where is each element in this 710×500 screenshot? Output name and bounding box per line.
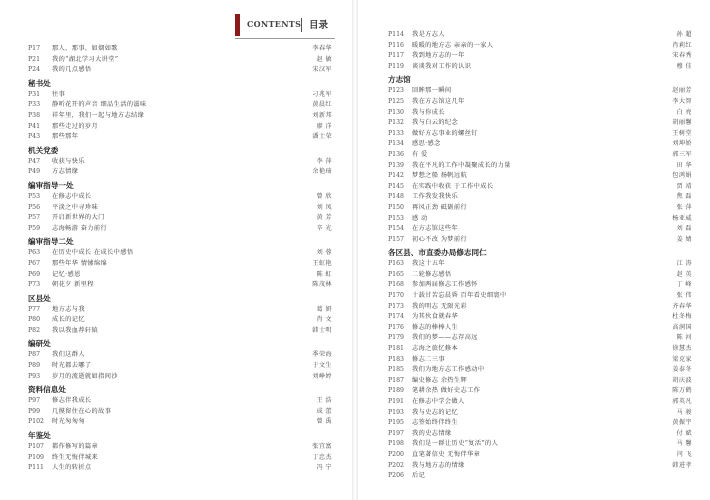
toc-entry[interactable] xyxy=(28,270,332,281)
entry-title: 暖暖的地方志 亲亲的一家人 xyxy=(412,41,494,49)
entry-title: 谈谈我对工作的认识 xyxy=(412,62,472,70)
entry-page-number: P130 xyxy=(388,108,404,116)
toc-entry[interactable] xyxy=(388,270,692,281)
toc-entry[interactable] xyxy=(388,62,692,73)
entry-page-number: P163 xyxy=(388,260,404,268)
entry-title: 修志伴我成长 xyxy=(52,397,92,405)
toc-entry[interactable] xyxy=(28,315,332,326)
toc-entry[interactable] xyxy=(28,157,332,168)
entry-author: 杨亚威 xyxy=(672,214,692,222)
entry-title: 那些那年 xyxy=(52,133,79,141)
toc-entry[interactable] xyxy=(388,118,692,129)
toc-entry[interactable] xyxy=(28,132,332,143)
entry-author: 黄 芳 xyxy=(316,214,332,222)
toc-entry[interactable] xyxy=(388,224,692,235)
entry-author: 包鸿娟 xyxy=(672,172,692,180)
entry-author: 丁忠杰 xyxy=(312,453,332,461)
entry-title: 时光匆匆匆 xyxy=(52,418,85,426)
entry-page-number: P119 xyxy=(388,62,404,70)
toc-entry[interactable] xyxy=(388,312,692,323)
entry-page-number: P111 xyxy=(28,464,44,472)
entry-author: 田 华 xyxy=(676,161,692,169)
toc-entry[interactable] xyxy=(28,442,332,453)
entry-page-number: P142 xyxy=(388,172,404,180)
entry-title: 做好方志事业的螺丝钉 xyxy=(412,129,478,137)
toc-entry[interactable] xyxy=(28,259,332,270)
entry-page-number: P31 xyxy=(28,90,41,98)
entry-title: 在修志中学会做人 xyxy=(412,398,465,405)
entry-title: 开启新世界的大门 xyxy=(52,214,105,222)
toc-entry[interactable] xyxy=(388,171,692,182)
toc-entry[interactable] xyxy=(28,396,332,407)
section-heading: 秘书处 xyxy=(28,78,51,88)
entry-title: 我的明志 无限光彩 xyxy=(412,302,468,310)
toc-entry[interactable] xyxy=(388,203,692,214)
entry-page-number: P189 xyxy=(388,387,404,395)
entry-page-number: P134 xyxy=(388,140,404,148)
toc-entry[interactable] xyxy=(28,305,332,316)
entry-author: 余艳琦 xyxy=(312,168,332,176)
entry-page-number: P82 xyxy=(28,326,41,334)
section-heading: 区县处 xyxy=(28,293,51,303)
entry-title: 我与你成长 xyxy=(412,108,445,116)
entry-page-number: P183 xyxy=(388,355,404,363)
left-page xyxy=(0,0,352,500)
toc-entry[interactable] xyxy=(388,259,692,270)
entry-page-number: P145 xyxy=(388,182,404,190)
toc-entry[interactable] xyxy=(388,344,692,355)
entry-title: 我到地方志的一年 xyxy=(412,52,465,60)
entry-title: 修志的棒棒人生 xyxy=(412,323,459,331)
entry-title: 我们为地方志工作感动中 xyxy=(412,366,485,374)
entry-title: 我是方志人 xyxy=(412,31,445,38)
entry-title: 我这十五年 xyxy=(412,260,445,268)
entry-page-number: P195 xyxy=(388,419,404,427)
entry-author: 高润国 xyxy=(672,323,692,331)
toc-entry[interactable] xyxy=(388,139,692,150)
toc-entry[interactable] xyxy=(388,461,692,472)
entry-author: 刘 凤 xyxy=(316,203,332,211)
entry-page-number: P139 xyxy=(388,161,404,169)
entry-title: 编史修志 余热生辉 xyxy=(412,376,468,384)
entry-author: 孙 超 xyxy=(676,31,692,38)
toc-entry[interactable] xyxy=(28,192,332,203)
entry-page-number: P150 xyxy=(388,203,404,211)
entry-title: 志海畅游 奋力前行 xyxy=(52,224,108,232)
entry-author: 丁 峰 xyxy=(676,281,692,289)
entry-title: 回眸那一瞬间 xyxy=(412,87,452,95)
entry-page-number: P53 xyxy=(28,192,41,200)
entry-page-number: P132 xyxy=(388,119,404,127)
toc-entry[interactable] xyxy=(28,407,332,418)
entry-page-number: P59 xyxy=(28,224,41,232)
entry-author: 王 浩 xyxy=(316,397,332,405)
entry-title: 我与地方志的情缘 xyxy=(412,461,465,469)
entry-page-number: P148 xyxy=(388,193,404,201)
entry-page-number: P197 xyxy=(388,429,404,437)
entry-author: 王树堂 xyxy=(672,129,692,137)
entry-page-number: P38 xyxy=(28,111,41,119)
entry-title: 终生无悔伴城来 xyxy=(52,453,99,461)
toc-entry[interactable] xyxy=(388,333,692,344)
entry-author: 廖 洋 xyxy=(316,122,332,130)
entry-title: 成长的记忆 xyxy=(52,316,85,324)
entry-author: 陈万鹤 xyxy=(672,387,692,395)
entry-author: 杜冬梅 xyxy=(672,313,692,321)
toc-entry[interactable] xyxy=(388,150,692,161)
entry-page-number: P181 xyxy=(388,345,404,353)
entry-page-number: P193 xyxy=(388,408,404,416)
entry-title: 我们这群人 xyxy=(52,351,85,359)
entry-author: 刘新邦 xyxy=(312,111,332,119)
entry-author: 赵 敏 xyxy=(316,55,332,63)
section-heading: 编研处 xyxy=(28,339,51,349)
entry-title: 我与白云的纪念 xyxy=(412,119,459,127)
section-heading: 机关党委 xyxy=(28,145,59,155)
toc-entry[interactable] xyxy=(28,372,332,383)
entry-author: 徐慧杰 xyxy=(672,345,692,353)
entry-title: 岁月的流逝就如指间沙 xyxy=(52,372,118,380)
entry-page-number: P21 xyxy=(28,55,41,63)
toc-entry[interactable] xyxy=(388,376,692,387)
entry-page-number: P24 xyxy=(28,66,41,74)
entry-title: 那些走过的岁月 xyxy=(52,122,99,130)
entry-title: 直笔著信史 无悔伴华章 xyxy=(412,450,481,458)
toc-entry[interactable] xyxy=(28,350,332,361)
entry-title: 收获与快乐 xyxy=(52,157,85,165)
entry-author: 辛 光 xyxy=(316,224,332,232)
toc-entry[interactable] xyxy=(388,30,692,41)
entry-author: 姜泰冬 xyxy=(672,366,692,374)
entry-page-number: P136 xyxy=(388,150,404,158)
entry-page-number: P198 xyxy=(388,440,404,448)
entry-page-number: P56 xyxy=(28,203,41,211)
entry-author: 季荣海 xyxy=(312,351,332,359)
section-heading: 编审指导二处 xyxy=(28,237,74,247)
entry-author: 陈 虹 xyxy=(316,270,332,278)
entry-title: 人生的转折点 xyxy=(52,464,92,472)
entry-title: 我与史志的记忆 xyxy=(412,408,459,416)
entry-author: 胡庆波 xyxy=(672,376,692,384)
entry-page-number: P202 xyxy=(388,461,404,469)
entry-title: 笔耕余热 做好史志工作 xyxy=(412,387,481,395)
entry-author: 成 蕾 xyxy=(316,407,332,415)
entry-author: 曾 欣 xyxy=(316,192,332,200)
entry-author: 赵丽芳 xyxy=(672,87,692,95)
entry-author: 胡丽馨 xyxy=(672,119,692,127)
toc-entry[interactable] xyxy=(28,213,332,224)
entry-page-number: P153 xyxy=(388,214,404,222)
entry-title: 我在方志馆这几年 xyxy=(412,97,465,105)
section-heading: 编审指导一处 xyxy=(28,180,74,190)
toc-entry[interactable] xyxy=(388,97,692,108)
entry-page-number: P170 xyxy=(388,292,404,300)
toc-entry[interactable] xyxy=(28,90,332,101)
entry-author: 马 馨 xyxy=(676,440,692,448)
entry-title: 参加两届修志工作感怀 xyxy=(412,281,478,289)
entry-author: 陈茂林 xyxy=(312,281,332,289)
entry-title: 志签始终伴终生 xyxy=(412,419,459,427)
entry-title: 初心不改 为梦前行 xyxy=(412,235,468,243)
toc-entry[interactable] xyxy=(28,44,332,55)
entry-page-number: P114 xyxy=(388,31,404,38)
entry-page-number: P41 xyxy=(28,122,41,130)
entry-page-number: P97 xyxy=(28,397,41,405)
section-heading: 年鉴处 xyxy=(28,431,51,441)
entry-author: 郭三军 xyxy=(672,150,692,158)
entry-page-number: P174 xyxy=(388,313,404,321)
entry-title: 后记 xyxy=(412,472,426,480)
entry-author: 付 斌 xyxy=(676,429,692,437)
entry-author: 潘士荣 xyxy=(312,133,332,141)
entry-author: 赵 英 xyxy=(676,270,692,278)
toc-entry[interactable] xyxy=(388,280,692,291)
entry-author: 张宜富 xyxy=(312,443,332,451)
entry-author: 陈 河 xyxy=(676,334,692,342)
entry-page-number: P33 xyxy=(28,101,41,109)
entry-page-number: P49 xyxy=(28,168,41,176)
entry-title: 祥年里，我们一起与地方志结缘 xyxy=(52,111,145,119)
toc-entry[interactable] xyxy=(388,129,692,140)
entry-page-number: P168 xyxy=(388,281,404,289)
entry-page-number: P125 xyxy=(388,97,404,105)
entry-title: 在修志中成长 xyxy=(52,192,92,200)
entry-author: 刘峥婷 xyxy=(312,372,332,380)
toc-entry[interactable] xyxy=(388,323,692,334)
entry-author: 闫 飞 xyxy=(676,450,692,458)
toc-entry[interactable] xyxy=(388,450,692,461)
toc-entry[interactable] xyxy=(28,280,332,291)
entry-title: 我的史志情缘 xyxy=(412,429,452,437)
toc-entry[interactable] xyxy=(28,100,332,111)
entry-page-number: P157 xyxy=(388,235,404,243)
entry-page-number: P63 xyxy=(28,249,41,257)
entry-title: 静听花开的声音 细品生活的滋味 xyxy=(52,101,147,109)
right-toc-column xyxy=(388,30,692,482)
toc-entry[interactable] xyxy=(28,122,332,133)
toc-entry[interactable] xyxy=(388,291,692,302)
entry-title: 往事 xyxy=(52,90,66,98)
entry-title: 十载甘苦忘晨昏 百年看史细寰中 xyxy=(412,292,507,300)
entry-page-number: P77 xyxy=(28,305,41,313)
entry-page-number: P154 xyxy=(388,225,404,233)
toc-entry[interactable] xyxy=(388,214,692,225)
entry-author: 黄振宇 xyxy=(672,419,692,427)
entry-author: 李大智 xyxy=(672,97,692,105)
entry-author: 齐春华 xyxy=(672,302,692,310)
entry-author: 王虹艳 xyxy=(312,259,332,267)
header-chinese-title: 目录 xyxy=(309,20,329,31)
entry-author: 刘 蓉 xyxy=(316,249,332,257)
toc-entry[interactable] xyxy=(388,418,692,429)
entry-author: 冯 宁 xyxy=(316,464,332,472)
section-heading: 资料信息处 xyxy=(28,385,66,395)
entry-author: 宋汉军 xyxy=(312,66,332,74)
entry-title: 记忆·感恩 xyxy=(52,270,81,278)
entry-page-number: P17 xyxy=(28,45,41,52)
entry-title: 我的几点感悟 xyxy=(52,66,92,74)
entry-title: 为其伙食就春华 xyxy=(412,313,459,321)
toc-entry[interactable] xyxy=(388,41,692,52)
entry-author: 李春华 xyxy=(312,45,332,52)
entry-page-number: P99 xyxy=(28,407,41,415)
entry-title: 都作修写的篇章 xyxy=(52,443,99,451)
toc-entry[interactable] xyxy=(28,361,332,372)
entry-page-number: P173 xyxy=(388,302,404,310)
entry-author: 姜 婧 xyxy=(676,235,692,243)
entry-page-number: P89 xyxy=(28,362,41,370)
toc-entry[interactable] xyxy=(28,463,332,474)
entry-author: 肖 文 xyxy=(316,316,332,324)
right-page xyxy=(358,0,710,500)
entry-page-number: P73 xyxy=(28,281,41,289)
entry-title: 地方志与我 xyxy=(52,305,85,313)
toc-entry[interactable] xyxy=(388,429,692,440)
entry-page-number: P93 xyxy=(28,372,41,380)
toc-entry[interactable] xyxy=(388,51,692,62)
entry-title: 修志二三事 xyxy=(412,355,445,363)
entry-title: 感 动 xyxy=(412,214,428,222)
entry-page-number: P116 xyxy=(388,41,404,49)
entry-title: 平淡之中寻珍味 xyxy=(52,203,99,211)
entry-author: 宋春秀 xyxy=(672,52,692,60)
entry-author: 葛 妍 xyxy=(316,305,332,313)
entry-title: 在历史中成长 在成长中感悟 xyxy=(52,249,134,257)
entry-author: 马 骏 xyxy=(676,408,692,416)
entry-page-number: P185 xyxy=(388,366,404,374)
entry-author: 穆 佳 xyxy=(676,62,692,70)
entry-title: 再风正劲 砥砺前行 xyxy=(412,203,468,211)
toc-entry[interactable] xyxy=(28,224,332,235)
entry-title: 志海之旅忆修本 xyxy=(412,345,459,353)
toc-entry[interactable] xyxy=(388,397,692,408)
toc-entry[interactable] xyxy=(388,471,692,482)
entry-title: 那人、那事，如烟如歌 xyxy=(52,45,118,52)
entry-page-number: P191 xyxy=(388,398,404,405)
entry-page-number: P43 xyxy=(28,133,41,141)
toc-entry[interactable] xyxy=(28,111,332,122)
entry-author: 贾 靖 xyxy=(676,182,692,190)
toc-entry[interactable] xyxy=(28,326,332,337)
section-heading: 各区县、市直委办局修志同仁 xyxy=(388,248,487,258)
entry-page-number: P179 xyxy=(388,334,404,342)
entry-title: 时光都去哪了 xyxy=(52,362,92,370)
header-accent-bar xyxy=(235,14,240,36)
entry-author: 刘 磊 xyxy=(676,225,692,233)
entry-author: 韩进孝 xyxy=(672,461,692,469)
entry-title: 梦想之船 扬帆远航 xyxy=(412,172,468,180)
entry-page-number: P117 xyxy=(388,52,404,60)
entry-title: 我以我血荐轩辕 xyxy=(52,326,99,334)
entry-title: 工作我发我快乐 xyxy=(412,193,459,201)
toc-entry[interactable] xyxy=(388,302,692,313)
entry-author: 张 萍 xyxy=(676,203,692,211)
entry-author: 于文生 xyxy=(312,362,332,370)
entry-title: 二轮修志感悟 xyxy=(412,270,452,278)
toc-entry[interactable] xyxy=(388,408,692,419)
entry-page-number: P80 xyxy=(28,316,41,324)
entry-author: 江 涛 xyxy=(676,260,692,268)
entry-title: 我的“湖北学习大讲堂” xyxy=(52,55,119,63)
entry-page-number: P187 xyxy=(388,376,404,384)
toc-entry[interactable] xyxy=(388,439,692,450)
toc-entry[interactable] xyxy=(388,161,692,172)
entry-author: 刁兆军 xyxy=(312,90,332,98)
entry-author: 梁克家 xyxy=(672,355,692,363)
entry-author: 焦 磊 xyxy=(676,193,692,201)
entry-author: 郭英凡 xyxy=(672,398,692,405)
contents-header xyxy=(235,14,335,38)
toc-entry[interactable] xyxy=(28,167,332,178)
entry-author: 黄晨红 xyxy=(312,101,332,109)
entry-title: 几摸留住在心的故事 xyxy=(52,407,112,415)
toc-entry[interactable] xyxy=(388,86,692,97)
entry-author: 白 亮 xyxy=(676,108,692,116)
entry-title: 在方志馆这些年 xyxy=(412,225,459,233)
entry-page-number: P133 xyxy=(388,129,404,137)
entry-title: 方志情缘 xyxy=(52,168,79,176)
entry-title: 我们是一群让历史“复活”的人 xyxy=(412,440,499,448)
header-divider xyxy=(301,18,302,32)
left-toc-column xyxy=(28,44,332,474)
entry-page-number: P109 xyxy=(28,453,44,461)
header-english-title: CONTENTS xyxy=(247,19,302,29)
toc-entry[interactable] xyxy=(28,203,332,214)
toc-entry[interactable] xyxy=(28,248,332,259)
toc-entry[interactable] xyxy=(388,355,692,366)
entry-author: 韩士明 xyxy=(312,326,332,334)
entry-page-number: P57 xyxy=(28,214,41,222)
entry-title: 有 爱 xyxy=(412,150,428,158)
toc-entry[interactable] xyxy=(28,65,332,76)
entry-page-number: P123 xyxy=(388,87,404,95)
entry-author: 张 伟 xyxy=(676,292,692,300)
entry-author: 肖莉红 xyxy=(672,41,692,49)
section-heading: 方志馆 xyxy=(388,75,411,85)
entry-page-number: P206 xyxy=(388,472,404,480)
entry-page-number: P47 xyxy=(28,157,41,165)
entry-title: 那些年华 情愫绵绵 xyxy=(52,259,108,267)
entry-title: 感思·感念 xyxy=(412,140,441,148)
toc-entry[interactable] xyxy=(388,182,692,193)
toc-entry[interactable] xyxy=(388,365,692,376)
toc-entry[interactable] xyxy=(388,108,692,119)
entry-page-number: P176 xyxy=(388,323,404,331)
entry-page-number: P165 xyxy=(388,270,404,278)
entry-title: 在实践中收获 于工作中成长 xyxy=(412,182,494,190)
entry-author: 刘坤娇 xyxy=(672,140,692,148)
entry-page-number: P102 xyxy=(28,418,44,426)
entry-title: 我在平凡的工作中凝聚成长的力量 xyxy=(412,161,511,169)
entry-page-number: P107 xyxy=(28,443,44,451)
toc-entry[interactable] xyxy=(388,235,692,246)
entry-title: 朝花夕 新里程 xyxy=(52,281,94,289)
entry-page-number: P67 xyxy=(28,259,41,267)
toc-entry[interactable] xyxy=(388,386,692,397)
toc-entry[interactable] xyxy=(28,417,332,428)
header-rule xyxy=(235,38,335,39)
entry-page-number: P87 xyxy=(28,351,41,359)
toc-entry[interactable] xyxy=(28,55,332,66)
entry-author: 曾 禹 xyxy=(316,418,332,426)
entry-title: 我们的梦——志存高远 xyxy=(412,334,478,342)
entry-page-number: P200 xyxy=(388,450,404,458)
toc-entry[interactable] xyxy=(388,192,692,203)
toc-entry[interactable] xyxy=(28,453,332,464)
entry-author: 李 萍 xyxy=(316,157,332,165)
entry-page-number: P69 xyxy=(28,270,41,278)
